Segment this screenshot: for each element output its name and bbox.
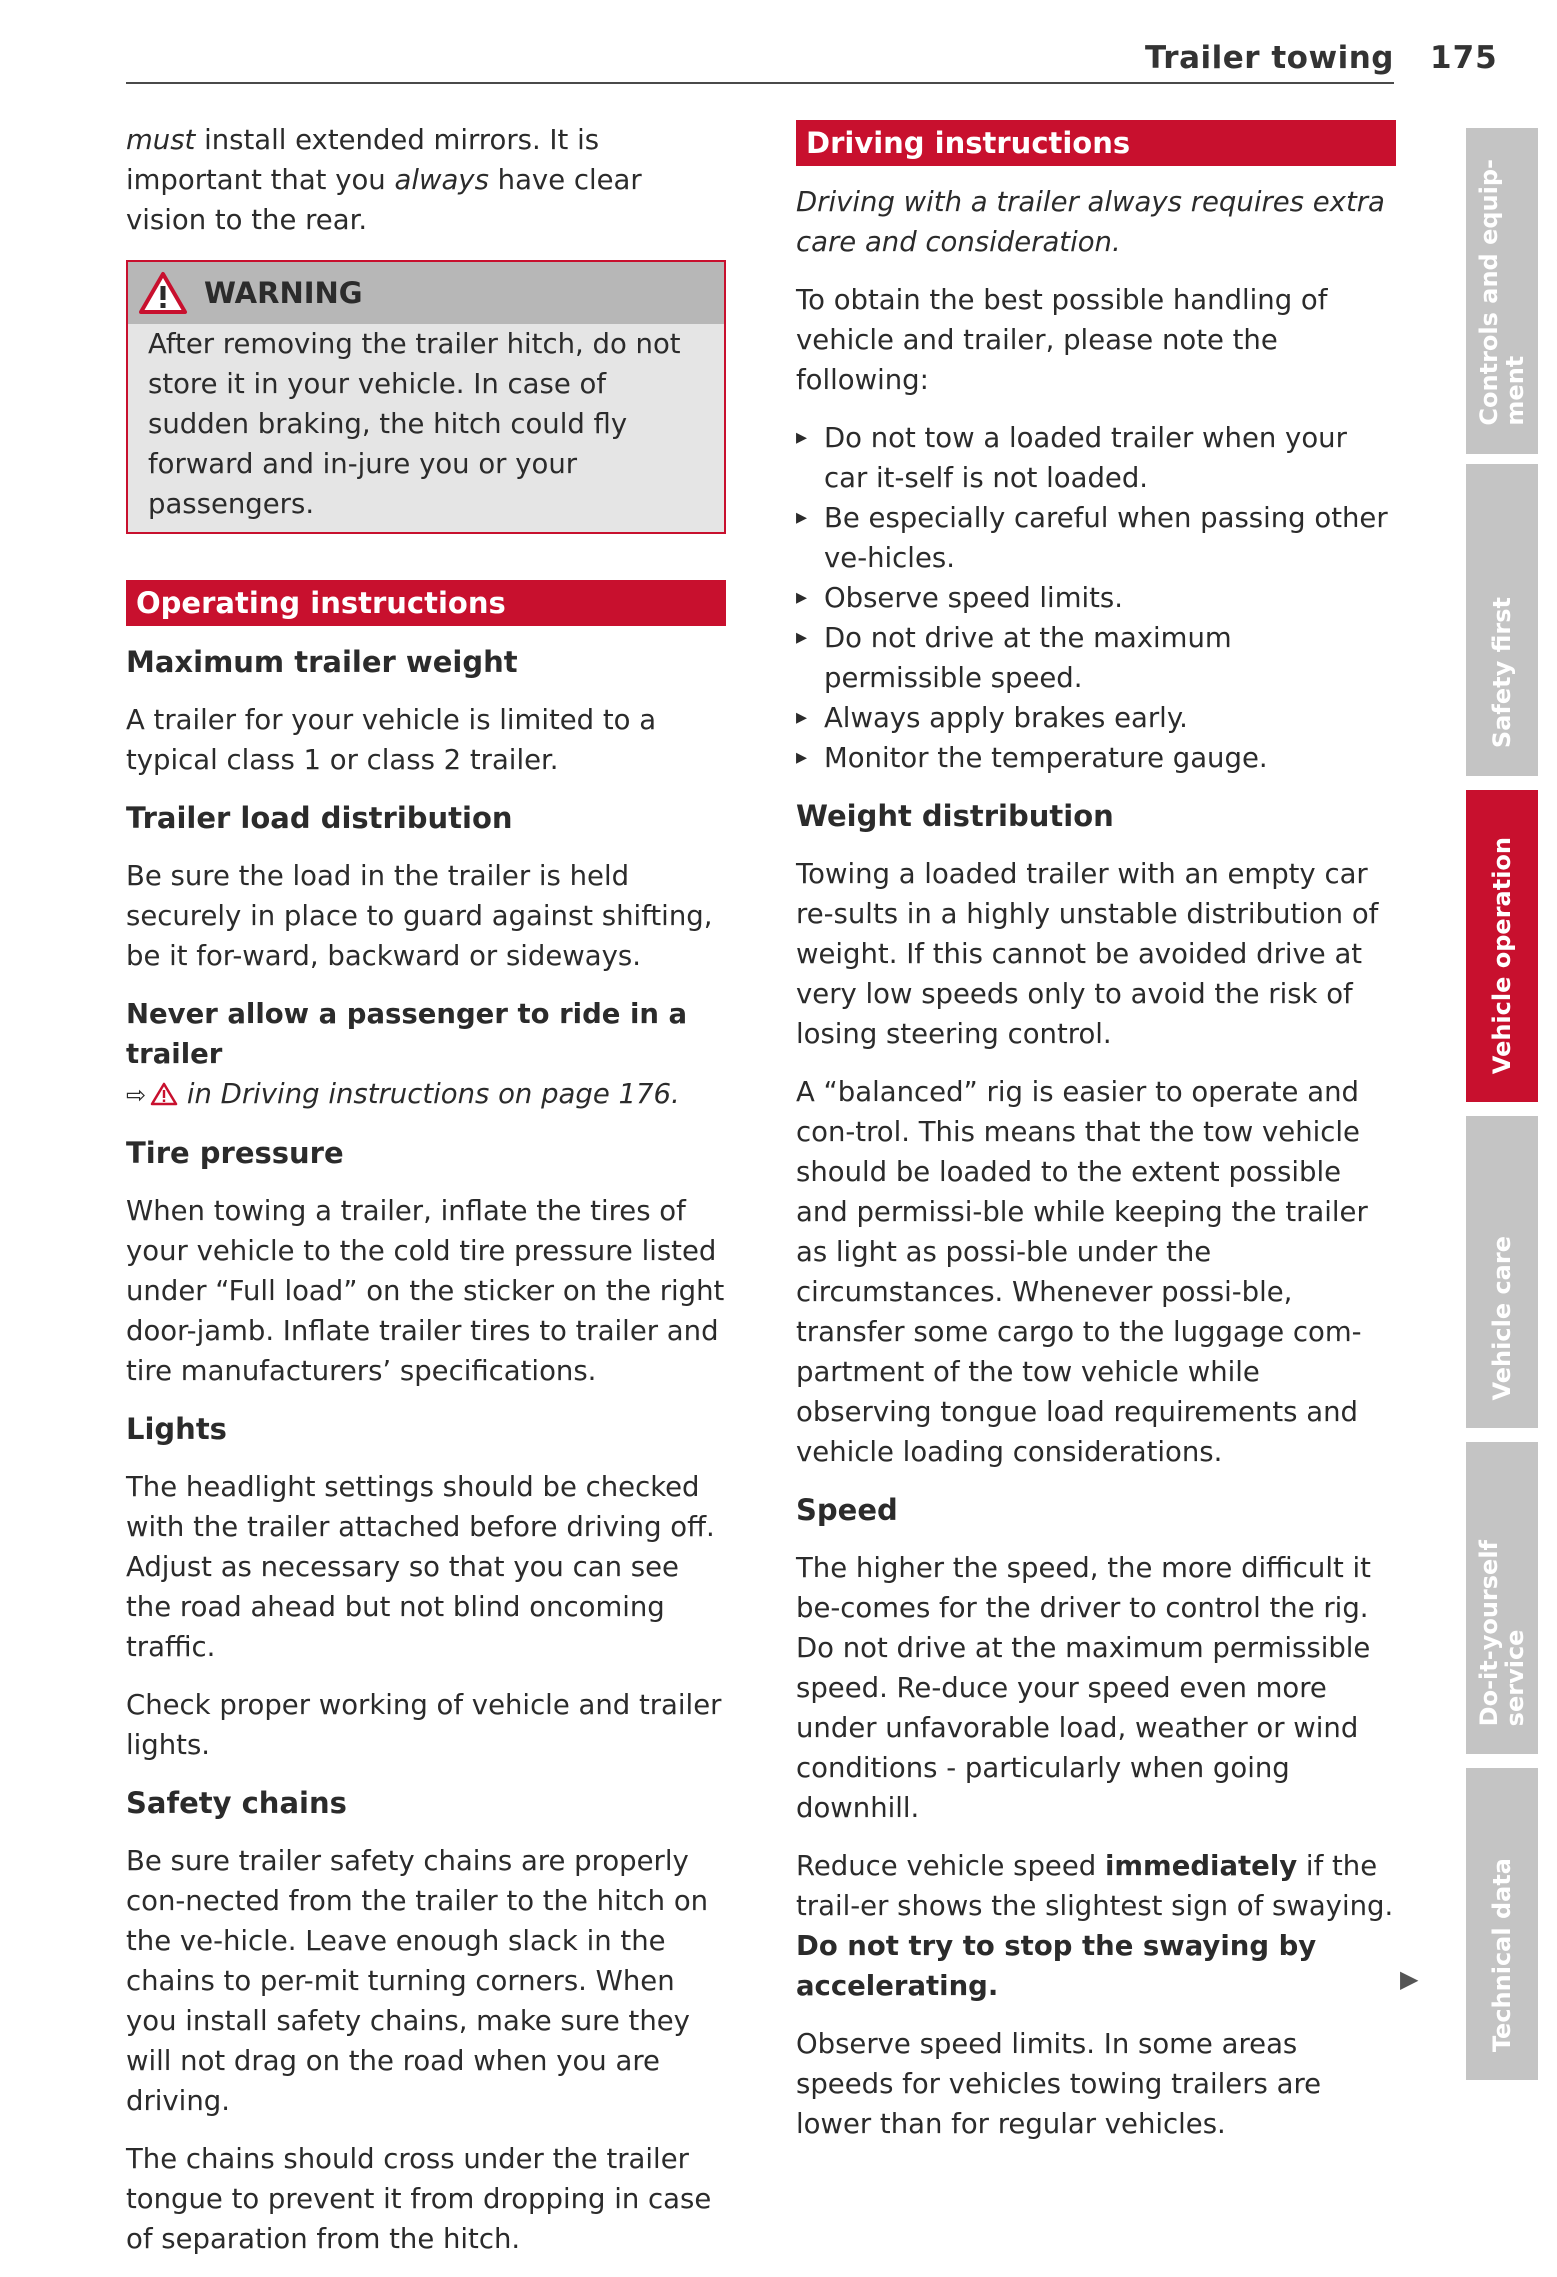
driving-instructions-bar: Driving instructions — [796, 120, 1396, 166]
emphasis-always: always — [394, 164, 489, 196]
speed-heading: Speed — [796, 1493, 898, 1527]
weight-distribution-text-2: A “balanced” rig is easier to operate and con-trol. This means that the tow vehicle should be loaded to the extent possible and permissi-ble while keeping the trailer as light as possi-ble under the circumstances. Whenever possi-ble, transfer some cargo to the luggage com-partment of the tow vehicle while observing tongue load requirements and vehicle loading considerations. — [796, 1076, 1368, 1468]
side-tab-label: Vehicle care — [1488, 1235, 1516, 1400]
warning-text: After removing the trailer hitch, do not store it in your vehicle. In case of sudden braking, the hitch could fly forward and in-jure you or your passengers. — [148, 328, 681, 520]
side-tab-vehicle-care[interactable] — [1466, 1116, 1538, 1428]
side-tab-label: Technical data — [1488, 1857, 1516, 2052]
side-tab-diy-service[interactable] — [1466, 1442, 1538, 1754]
side-tab-technical-data[interactable] — [1466, 1768, 1538, 2080]
side-tab-label: Controls and equip- ment — [1475, 159, 1529, 426]
weight-distribution-text-1: Towing a loaded trailer with an empty car re-sults in a highly unstable distribution of weight. If this cannot be avoided drive at very low speeds only to avoid the risk of losing steering control. — [796, 858, 1379, 1050]
speed-text-1: The higher the speed, the more difficult it be-comes for the driver to control the rig. Do not drive at the maximum permissible speed. Re-duce your speed even more under unfavorable load, weather or wind conditions - particularly when going downhill. — [796, 1552, 1371, 1824]
list-item: ▸ Do not drive at the maximum permissible speed. — [796, 618, 1396, 698]
driving-bullet-list — [796, 418, 1396, 778]
left-column — [126, 120, 726, 2277]
safety-chains-heading: Safety chains — [126, 1786, 347, 1820]
list-item: ▸ Observe speed limits. — [796, 578, 1396, 618]
tire-pressure-text: When towing a trailer, inflate the tires of your vehicle to the cold tire pressure listed under “Full load” on the sticker on the right door-jamb. Inflate trailer tires to trailer and tire manufacturers’ specifications. — [126, 1195, 725, 1387]
warning-triangle-icon — [138, 271, 188, 315]
load-distribution-text: Be sure the load in the trailer is held securely in place to guard against shifting, be it for-ward, backward or sideways. — [126, 860, 713, 972]
warning-triangle-icon — [150, 1082, 178, 1106]
tire-pressure-heading: Tire pressure — [126, 1136, 344, 1170]
right-column — [796, 120, 1396, 2162]
list-item: ▸ Monitor the temperature gauge. — [796, 738, 1396, 778]
weight-distribution-heading: Weight distribution — [796, 799, 1114, 833]
speed-text-3: Observe speed limits. In some areas speeds for vehicles towing trailers are lower than for regular vehicles. — [796, 2028, 1322, 2140]
max-weight-heading: Maximum trailer weight — [126, 645, 518, 679]
cross-reference[interactable]: ⇨ in Driving instructions on page 176. — [126, 1078, 680, 1110]
side-tab-safety[interactable] — [1466, 464, 1538, 776]
warning-header — [128, 262, 724, 324]
page-number: 175 — [1430, 40, 1498, 76]
driving-intro: Driving with a trailer always requires extra care and consideration. — [796, 186, 1385, 258]
warning-box — [126, 260, 726, 534]
side-tab-controls[interactable] — [1466, 128, 1538, 454]
never-passenger-heading: Never allow a passenger to ride in a trailer — [126, 998, 688, 1070]
load-distribution-heading: Trailer load distribution — [126, 801, 513, 835]
lights-text-1: The headlight settings should be checked with the trailer attached before driving off. Adjust as necessary so that you can see the road ahead but not blind oncoming traffic. — [126, 1471, 715, 1663]
lights-heading: Lights — [126, 1412, 227, 1446]
obtain-text: To obtain the best possible handling of vehicle and trailer, please note the following: — [796, 284, 1328, 396]
list-item: ▸ Be especially careful when passing other ve-hicles. — [796, 498, 1396, 578]
speed-text-2: Reduce vehicle speed immediately if the trail-er shows the slightest sign of swaying. Do not try to stop the swaying by accelerating. — [796, 1850, 1394, 2002]
emphasis-must: must — [126, 124, 196, 156]
warning-label: WARNING — [204, 276, 363, 310]
max-weight-text: A trailer for your vehicle is limited to a typical class 1 or class 2 trailer. — [126, 704, 657, 776]
chapter-title: Trailer towing — [1145, 40, 1394, 76]
xref-arrow-icon: ⇨ — [126, 1081, 147, 1109]
list-item: ▸ Do not tow a loaded trailer when your car it-self is not loaded. — [796, 418, 1396, 498]
side-tab-label: Vehicle operation — [1488, 836, 1516, 1074]
side-tab-label: Safety first — [1488, 596, 1516, 748]
page-header — [126, 34, 1394, 84]
list-item: ▸ Always apply brakes early. — [796, 698, 1396, 738]
mirror-paragraph: must install extended mirrors. It is important that you always have clear vision to the rear. — [126, 124, 642, 236]
operating-instructions-bar: Operating instructions — [126, 580, 726, 626]
safety-chains-text-2: The chains should cross under the trailer tongue to prevent it from dropping in case of separation from the hitch. — [126, 2143, 712, 2255]
safety-chains-text-1: Be sure trailer safety chains are properly con-nected from the trailer to the hitch on the ve-hicle. Leave enough slack in the chains to per-mit turning corners. When you install safety chains, make sure they will not drag on the road when you are driving. — [126, 1845, 709, 2117]
lights-text-2: Check proper working of vehicle and trailer lights. — [126, 1689, 722, 1761]
side-tab-vehicle-operation[interactable] — [1466, 790, 1538, 1102]
continue-arrow-icon: ▶ — [1400, 1965, 1419, 1993]
side-tab-label: Do-it-yourself service — [1475, 1539, 1529, 1726]
